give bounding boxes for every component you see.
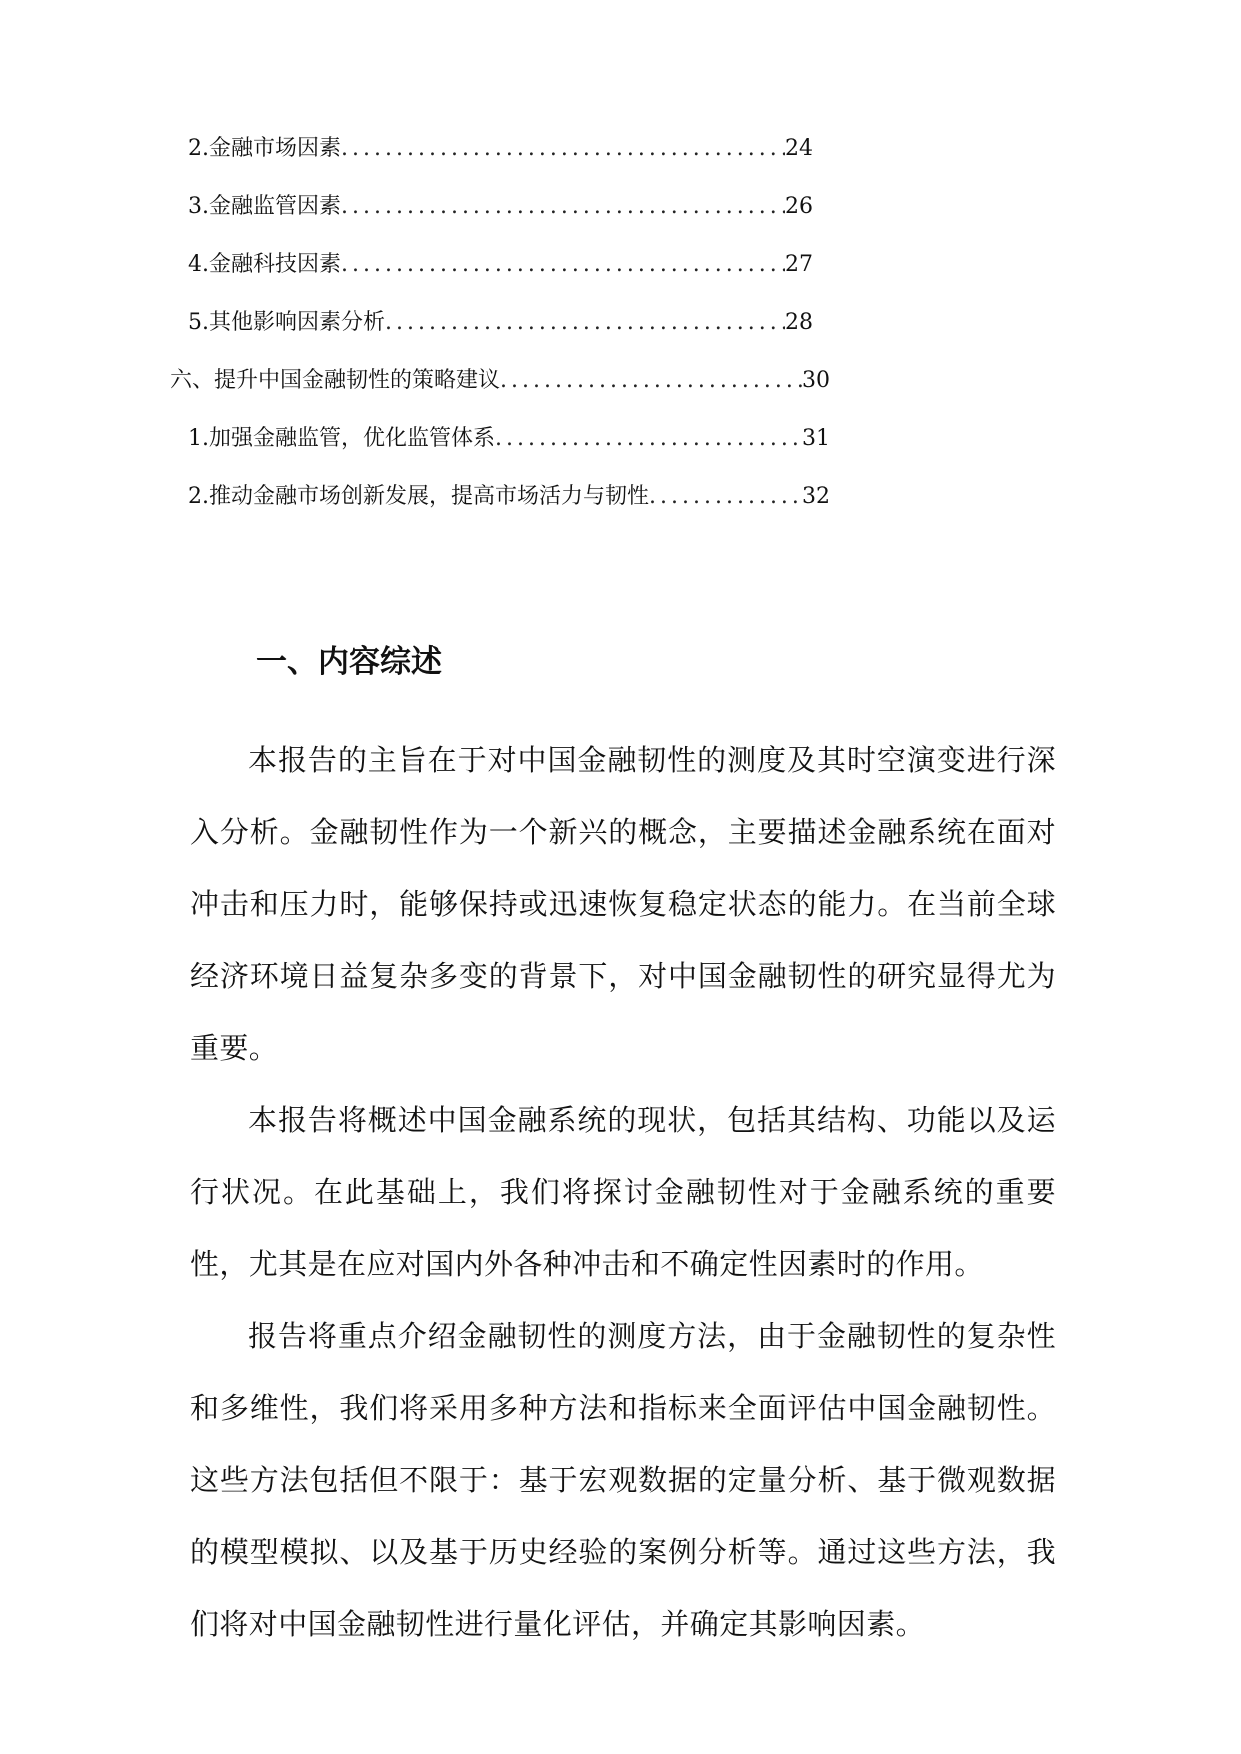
- toc-leader-dots: [495, 422, 802, 456]
- toc-leader-dots: [385, 306, 785, 340]
- body-paragraph: 本报告的主旨在于对中国金融韧性的测度及其时空演变进行深入分析。金融韧性作为一个新兴的概念，主要描述金融系统在面对冲击和压力时，能够保持或迅速恢复稳定状态的能力。在当前全球经济环境日益复杂多变的背景下，对中国金融韧性的研究显得尤为重要。: [190, 743, 1056, 1065]
- toc-entry-label: 金融市场因素: [209, 136, 342, 161]
- toc-entry-page: 28: [785, 310, 813, 335]
- body-paragraph: 报告将重点介绍金融韧性的测度方法，由于金融韧性的复杂性和多维性，我们将采用多种方法和指标来全面评估中国金融韧性。这些方法包括但不限于：基于宏观数据的定量分析、基于微观数据的模型模拟、以及基于历史经验的案例分析等。通过这些方法，我们将对中国金融韧性进行量化评估，并确定其影响因素。: [190, 1319, 1056, 1641]
- section-heading: 一、内容综述: [256, 644, 442, 680]
- toc-entry-number: 4.: [188, 252, 209, 277]
- toc-entry-page: 32: [802, 484, 830, 509]
- toc-entry-number: 1.: [188, 426, 209, 451]
- toc-leader-dots: [341, 132, 785, 166]
- section-body: [190, 724, 1056, 1660]
- toc-entry-page: 24: [785, 136, 813, 161]
- toc-entry[interactable]: [188, 306, 813, 340]
- toc-entry-page: 30: [802, 368, 830, 393]
- toc-chapter-entry[interactable]: [170, 364, 830, 398]
- toc-leader-dots: [649, 480, 802, 514]
- toc-entry-label: 其他影响因素分析: [209, 310, 386, 335]
- toc-leader-dots: [500, 364, 802, 398]
- toc-entry[interactable]: [188, 248, 813, 282]
- toc-entry[interactable]: [188, 480, 830, 514]
- toc-entry-page: 27: [785, 252, 813, 277]
- toc-entry-page: 31: [802, 426, 830, 451]
- toc-entry-number: 2.: [188, 136, 209, 161]
- toc-entry[interactable]: [188, 422, 830, 456]
- toc-entry-label: 金融监管因素: [209, 194, 342, 219]
- toc-entry-page: 26: [785, 194, 813, 219]
- body-paragraph: 本报告将概述中国金融系统的现状，包括其结构、功能以及运行状况。在此基础上，我们将探讨金融韧性对于金融系统的重要性，尤其是在应对国内外各种冲击和不确定性因素时的作用。: [190, 1103, 1056, 1281]
- toc-leader-dots: [341, 190, 785, 224]
- toc-entry-label: 金融科技因素: [209, 252, 342, 277]
- toc-entry-number: 3.: [188, 194, 209, 219]
- toc-entry[interactable]: [188, 190, 813, 224]
- toc-entry-label: 六、提升中国金融韧性的策略建议: [170, 368, 501, 393]
- toc-leader-dots: [341, 248, 785, 282]
- toc-entry-number: 5.: [188, 310, 209, 335]
- toc-entry-label: 推动金融市场创新发展，提高市场活力与韧性: [209, 484, 650, 509]
- toc-entry[interactable]: [188, 132, 813, 166]
- toc-entry-number: 2.: [188, 484, 209, 509]
- toc-entry-label: 加强金融监管，优化监管体系: [209, 426, 496, 451]
